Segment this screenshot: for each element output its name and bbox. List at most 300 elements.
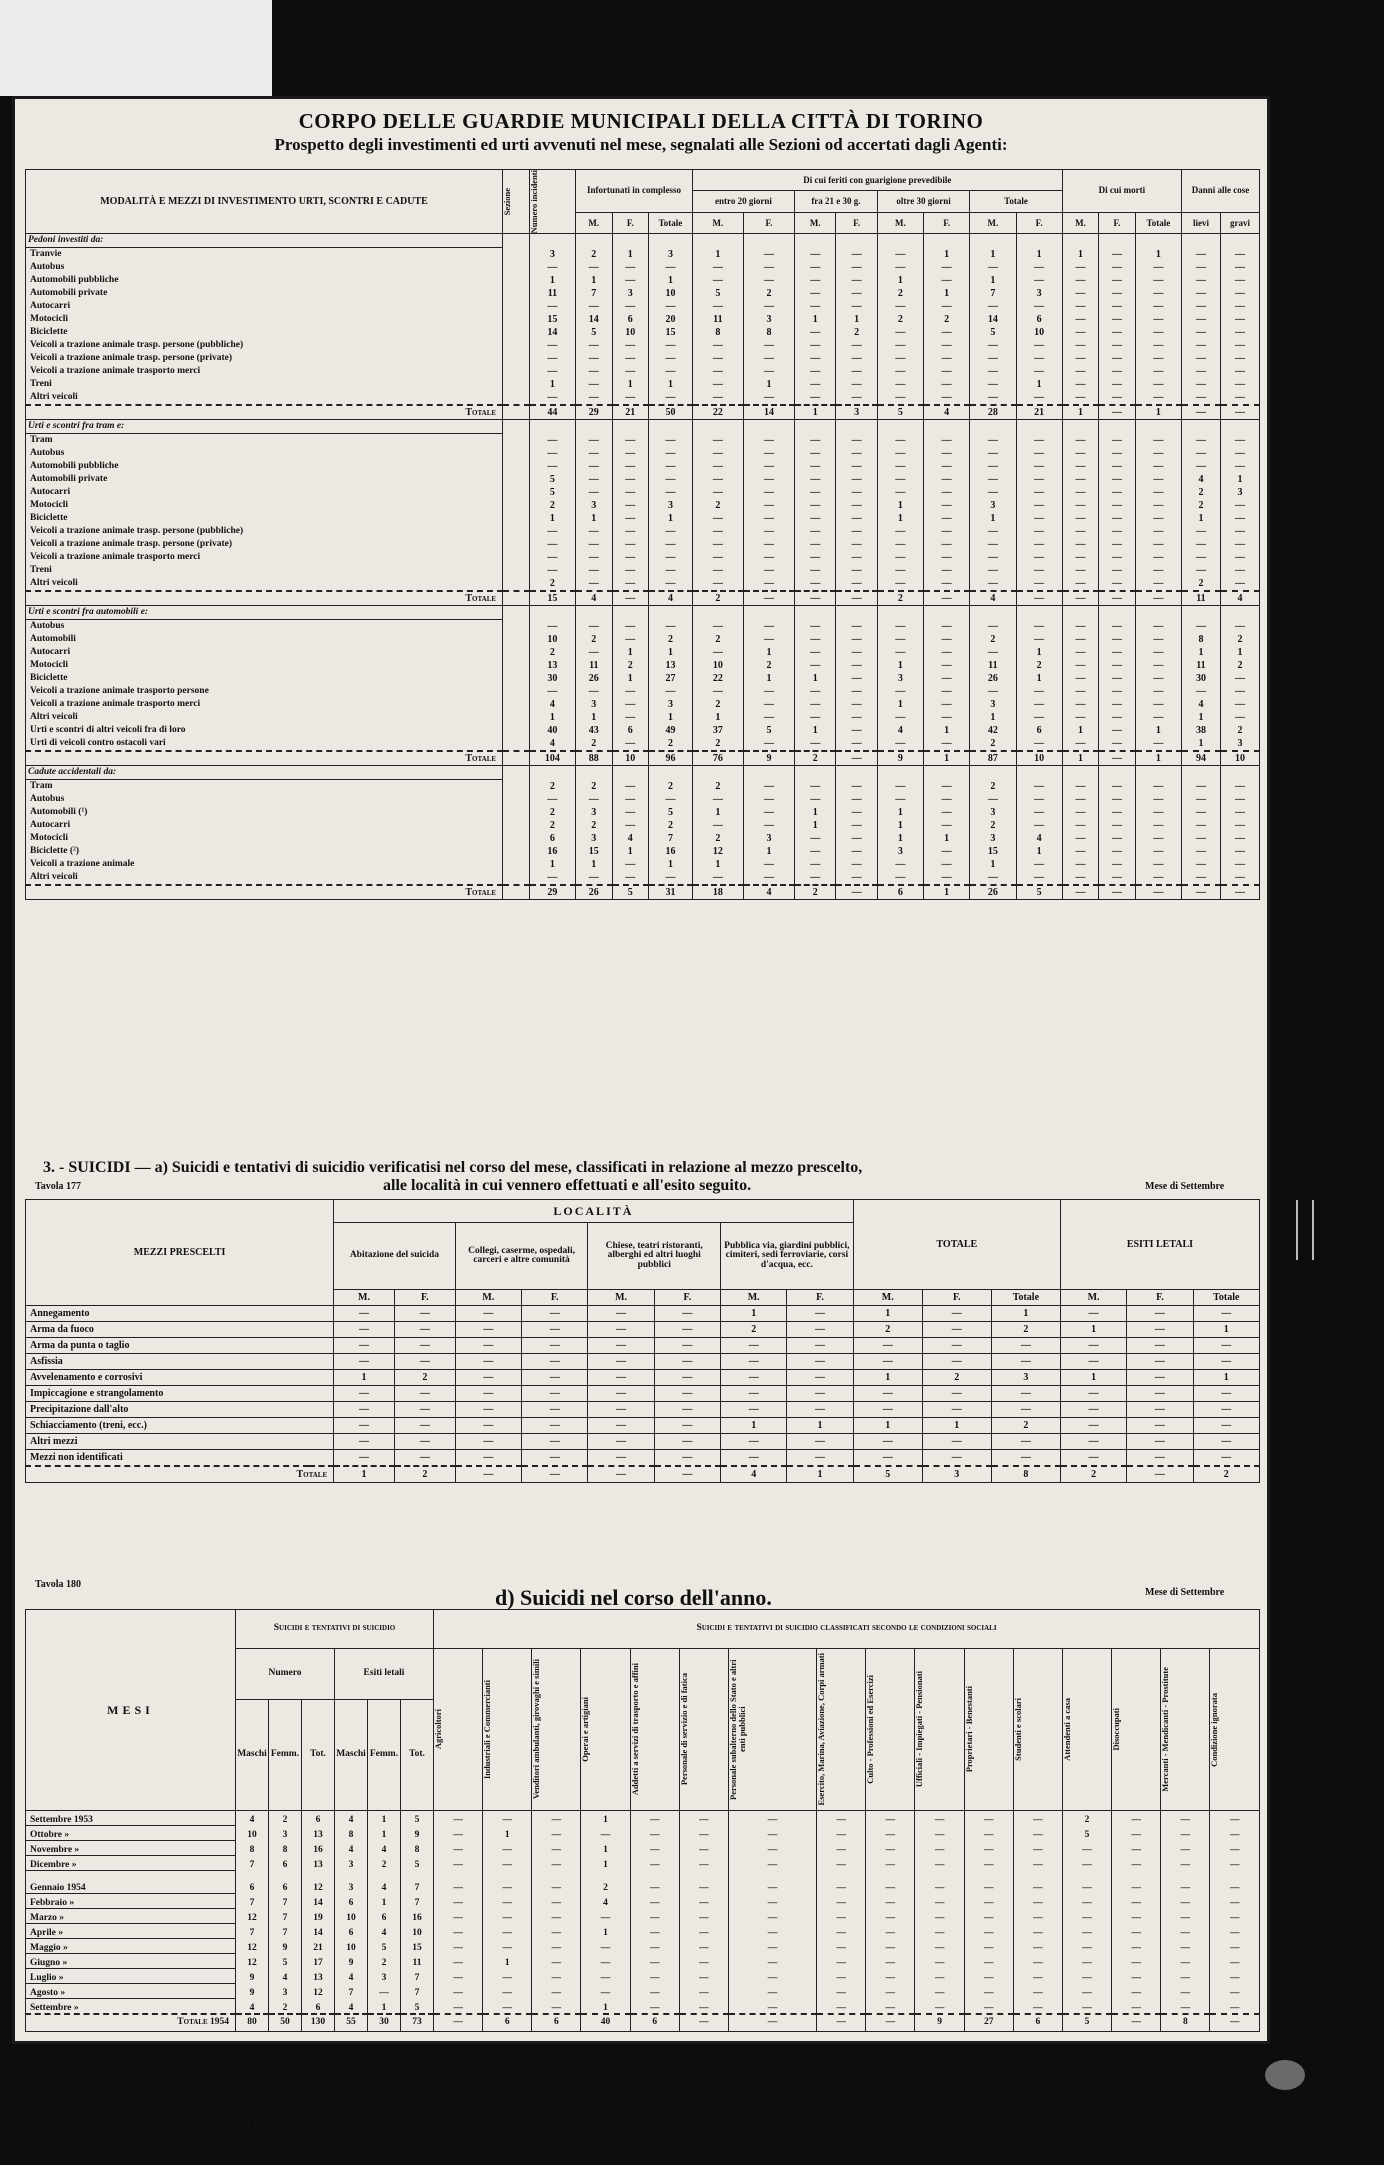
value-cell: —	[795, 832, 836, 845]
value-cell: —	[1099, 832, 1136, 845]
value-cell: 4	[335, 1811, 368, 1826]
value-cell: —	[853, 1402, 922, 1418]
value-cell: 14	[302, 1924, 335, 1939]
total-cell: —	[1181, 405, 1220, 420]
value-cell: —	[866, 1984, 915, 1999]
table-row	[26, 1871, 1260, 1894]
total-cell: 1	[924, 751, 970, 766]
empty-cell	[836, 606, 877, 620]
row-label: Veicoli a trazione animale trasp. persone (pubbliche)	[26, 339, 503, 352]
value-cell: —	[1099, 486, 1136, 499]
value-cell: —	[1135, 871, 1181, 885]
row-label: Gennaio 1954	[26, 1871, 236, 1894]
value-cell: —	[649, 538, 693, 551]
empty-cell	[649, 606, 693, 620]
value-cell: —	[728, 1894, 816, 1909]
value-cell: 1	[991, 1306, 1060, 1322]
value-cell: 5	[401, 1811, 434, 1826]
h-f: F.	[394, 1290, 455, 1306]
value-cell: —	[612, 737, 649, 751]
mese-label-2: Mese di Settembre	[1145, 1587, 1225, 1598]
value-cell: —	[434, 1954, 483, 1969]
value-cell: —	[576, 551, 613, 564]
value-cell: —	[1062, 391, 1099, 405]
value-cell: —	[576, 352, 613, 365]
empty-cell	[877, 766, 923, 780]
value-cell: —	[1135, 486, 1181, 499]
value-cell: 11	[970, 659, 1016, 672]
value-cell: 1	[795, 672, 836, 685]
value-cell: —	[1016, 737, 1062, 751]
total-row	[26, 405, 1260, 420]
value-cell: 13	[649, 659, 693, 672]
value-cell: 15	[649, 326, 693, 339]
value-cell: 1	[970, 274, 1016, 287]
value-cell: 10	[529, 633, 575, 646]
value-cell: —	[1220, 672, 1259, 685]
value-cell: —	[1099, 711, 1136, 724]
value-cell: —	[581, 1826, 630, 1841]
value-cell: —	[1210, 1924, 1260, 1939]
row-label: Motocicli	[26, 499, 503, 512]
value-cell: —	[1013, 1871, 1062, 1894]
total-cell: 2	[795, 751, 836, 766]
suicidi-heading	[43, 1159, 862, 1195]
value-cell: —	[692, 685, 743, 698]
value-cell: —	[924, 447, 970, 460]
value-cell: —	[1127, 1402, 1193, 1418]
scan-light-patch	[0, 0, 272, 96]
value-cell: —	[1220, 698, 1259, 711]
value-cell: —	[434, 1909, 483, 1924]
value-cell: —	[836, 300, 877, 313]
value-cell: —	[529, 871, 575, 885]
value-cell: —	[970, 473, 1016, 486]
value-cell: 42	[970, 724, 1016, 737]
value-cell: 5	[529, 473, 575, 486]
value-cell: —	[1016, 793, 1062, 806]
value-cell: —	[795, 473, 836, 486]
value-cell: 5	[649, 806, 693, 819]
total-row	[26, 1466, 1260, 1483]
total-cell: 6	[630, 2014, 679, 2032]
suicidi-mezzi-table	[25, 1199, 1260, 1483]
value-cell: —	[743, 806, 794, 819]
value-cell: —	[866, 1909, 915, 1924]
value-cell: —	[924, 512, 970, 525]
value-cell: —	[1099, 287, 1136, 300]
tavola-180: Tavola 180	[35, 1579, 82, 1590]
value-cell: —	[1135, 806, 1181, 819]
value-cell: —	[1135, 551, 1181, 564]
value-cell: —	[1060, 1386, 1126, 1402]
value-cell: —	[649, 486, 693, 499]
total-cell: 4	[576, 591, 613, 606]
value-cell: —	[743, 819, 794, 832]
value-cell: 11	[576, 659, 613, 672]
value-cell: —	[1220, 391, 1259, 405]
value-cell: —	[1181, 378, 1220, 391]
value-cell: 1	[924, 287, 970, 300]
value-cell: —	[1016, 698, 1062, 711]
value-cell: 7	[970, 287, 1016, 300]
value-cell: —	[915, 1954, 964, 1969]
value-cell: —	[1210, 1999, 1260, 2015]
total-cell: 1	[924, 885, 970, 900]
value-cell: —	[630, 1924, 679, 1939]
row-label: Automobili pubbliche	[26, 460, 503, 473]
value-cell: —	[1181, 352, 1220, 365]
value-cell: —	[728, 1999, 816, 2015]
value-cell: 4	[335, 1999, 368, 2015]
value-cell: —	[728, 1841, 816, 1856]
value-cell: —	[1062, 261, 1099, 274]
value-cell: —	[1060, 1338, 1126, 1354]
value-cell: —	[334, 1450, 395, 1467]
value-cell: —	[1062, 858, 1099, 871]
value-cell: 1	[649, 711, 693, 724]
value-cell: —	[787, 1370, 853, 1386]
value-cell: —	[964, 1939, 1013, 1954]
h-maschi: Maschi	[335, 1700, 368, 1811]
value-cell: —	[924, 698, 970, 711]
value-cell: 14	[576, 313, 613, 326]
value-cell: 1	[1193, 1322, 1259, 1338]
value-cell: —	[924, 525, 970, 538]
value-cell: —	[743, 486, 794, 499]
value-cell: —	[1099, 685, 1136, 698]
total-cell: —	[522, 1466, 588, 1483]
value-cell: 3	[529, 248, 575, 262]
row-label: Veicoli a trazione animale trasporto merci	[26, 551, 503, 564]
value-cell: —	[483, 1841, 532, 1856]
value-cell: —	[1181, 365, 1220, 378]
table-row	[26, 793, 1260, 806]
value-cell: —	[1135, 313, 1181, 326]
value-cell: —	[1161, 1856, 1210, 1871]
value-cell: —	[581, 1909, 630, 1924]
table-row	[26, 1450, 1260, 1467]
value-cell: —	[649, 352, 693, 365]
value-cell: —	[522, 1434, 588, 1450]
h-m: M.	[1062, 212, 1099, 233]
value-cell: —	[877, 378, 923, 391]
section-row	[26, 234, 1260, 248]
value-cell: —	[795, 685, 836, 698]
value-cell: 2	[922, 1370, 991, 1386]
value-cell: —	[743, 711, 794, 724]
value-cell: —	[795, 434, 836, 448]
col-condizione	[679, 1649, 728, 1811]
value-cell: —	[483, 1984, 532, 1999]
row-label: Veicoli a trazione animale trasp. persone (private)	[26, 352, 503, 365]
value-cell: 1	[1181, 646, 1220, 659]
value-cell: —	[795, 274, 836, 287]
value-cell: —	[1220, 832, 1259, 845]
value-cell: 1	[721, 1306, 787, 1322]
value-cell: 6	[236, 1871, 269, 1894]
value-cell: —	[1099, 313, 1136, 326]
value-cell: —	[1181, 248, 1220, 262]
table-row	[26, 365, 1260, 378]
value-cell: —	[795, 248, 836, 262]
value-cell: —	[692, 793, 743, 806]
value-cell: —	[836, 577, 877, 591]
condizione-label: Mercanti - Mendicanti - Prostitute	[1160, 1667, 1171, 1792]
total-cell: 8	[991, 1466, 1060, 1483]
value-cell: —	[1181, 620, 1220, 634]
document-title: CORPO DELLE GUARDIE MUNICIPALI DELLA CITTÀ DI TORINO	[298, 109, 984, 133]
value-cell: 1	[529, 274, 575, 287]
value-cell: 1	[1016, 646, 1062, 659]
value-cell: 1	[877, 659, 923, 672]
total-cell: 2	[692, 591, 743, 606]
value-cell: —	[1135, 434, 1181, 448]
table-row	[26, 845, 1260, 858]
col-condizione	[964, 1649, 1013, 1811]
value-cell: —	[1220, 512, 1259, 525]
total-cell: 94	[1181, 751, 1220, 766]
value-cell: —	[970, 525, 1016, 538]
sezione-cell	[503, 780, 530, 794]
value-cell: —	[877, 447, 923, 460]
value-cell: —	[924, 499, 970, 512]
h-femm: Femm.	[368, 1700, 401, 1811]
value-cell: —	[728, 1969, 816, 1984]
value-cell: —	[1062, 538, 1099, 551]
value-cell: 1	[970, 248, 1016, 262]
condizione-label: Operai e artigiani	[580, 1697, 591, 1762]
empty-cell	[649, 234, 693, 248]
value-cell: 2	[836, 326, 877, 339]
value-cell: 38	[1181, 724, 1220, 737]
value-cell: —	[970, 339, 1016, 352]
value-cell: —	[612, 274, 649, 287]
total-cell: 8	[1161, 2014, 1210, 2032]
section-row	[26, 766, 1260, 780]
total-cell: 2	[1193, 1466, 1259, 1483]
row-label: Asfissia	[26, 1354, 334, 1370]
value-cell: 12	[236, 1909, 269, 1924]
value-cell: —	[836, 378, 877, 391]
sezione-cell	[503, 378, 530, 391]
value-cell: 1	[1060, 1370, 1126, 1386]
value-cell: —	[1193, 1450, 1259, 1467]
value-cell: —	[1016, 434, 1062, 448]
value-cell: 2	[368, 1856, 401, 1871]
table-row	[26, 326, 1260, 339]
row-label: Autobus	[26, 261, 503, 274]
value-cell: 26	[970, 672, 1016, 685]
table-row	[26, 1402, 1260, 1418]
value-cell: —	[1016, 551, 1062, 564]
total-cell: 29	[529, 885, 575, 900]
value-cell: —	[649, 339, 693, 352]
value-cell: —	[922, 1402, 991, 1418]
value-cell: —	[915, 1826, 964, 1841]
sezione-cell	[503, 698, 530, 711]
value-cell: 3	[743, 832, 794, 845]
total-cell: 1	[795, 405, 836, 420]
empty-cell	[970, 606, 1016, 620]
value-cell: —	[649, 391, 693, 405]
value-cell: —	[728, 1909, 816, 1924]
empty-cell	[612, 420, 649, 434]
value-cell: —	[915, 1841, 964, 1856]
value-cell: —	[991, 1354, 1060, 1370]
value-cell: —	[630, 1984, 679, 1999]
value-cell: —	[1062, 1939, 1111, 1954]
value-cell: 4	[529, 698, 575, 711]
condizione-label: Industriali e Commercianti	[482, 1679, 493, 1779]
total-cell: —	[1062, 885, 1099, 900]
value-cell: —	[836, 339, 877, 352]
value-cell: —	[795, 378, 836, 391]
value-cell: 1	[483, 1826, 532, 1841]
value-cell: —	[836, 352, 877, 365]
value-cell: —	[964, 1871, 1013, 1894]
value-cell: —	[743, 793, 794, 806]
value-cell: —	[1062, 577, 1099, 591]
value-cell: —	[970, 620, 1016, 634]
value-cell: —	[1062, 365, 1099, 378]
value-cell: —	[334, 1354, 395, 1370]
sezione-cell	[503, 819, 530, 832]
empty-cell	[576, 766, 613, 780]
value-cell: —	[588, 1386, 654, 1402]
row-label: Novembre »	[26, 1841, 236, 1856]
value-cell: 3	[649, 248, 693, 262]
table-row	[26, 391, 1260, 405]
value-cell: 1	[877, 832, 923, 845]
total-cell: —	[836, 591, 877, 606]
row-label: Biciclette	[26, 512, 503, 525]
value-cell: 5	[529, 486, 575, 499]
value-cell: —	[915, 1871, 964, 1894]
value-cell: —	[728, 1856, 816, 1871]
empty-cell	[1016, 766, 1062, 780]
value-cell: —	[1193, 1418, 1259, 1434]
value-cell: —	[434, 1999, 483, 2015]
value-cell: —	[394, 1386, 455, 1402]
value-cell: —	[1013, 1856, 1062, 1871]
sezione-cell	[503, 646, 530, 659]
sezione-cell	[503, 672, 530, 685]
value-cell: 10	[236, 1826, 269, 1841]
value-cell: 1	[581, 1841, 630, 1856]
value-cell: 40	[529, 724, 575, 737]
col-condizione	[630, 1649, 679, 1811]
value-cell: —	[1062, 845, 1099, 858]
value-cell: —	[743, 473, 794, 486]
total-cell: —	[866, 2014, 915, 2032]
value-cell: 3	[970, 698, 1016, 711]
value-cell: —	[970, 871, 1016, 885]
value-cell: —	[853, 1386, 922, 1402]
value-cell: —	[877, 577, 923, 591]
value-cell: 1	[368, 1826, 401, 1841]
col-danni: Danni alle cose	[1181, 170, 1259, 213]
col-localita-item: Pubblica via, giardini pubblici, cimiteri, sedi ferroviarie, corsi d'acqua, ecc.	[721, 1223, 854, 1290]
total-row	[26, 751, 1260, 766]
value-cell: —	[612, 352, 649, 365]
value-cell: —	[915, 1811, 964, 1826]
value-cell: —	[795, 300, 836, 313]
sezione-cell	[503, 365, 530, 378]
h-m: M.	[853, 1290, 922, 1306]
total-cell: 26	[576, 885, 613, 900]
value-cell: 4	[368, 1924, 401, 1939]
condizione-label: Esercito, Marina, Aviazione, Corpi armati	[816, 1653, 827, 1806]
value-cell: —	[922, 1434, 991, 1450]
value-cell: 1	[576, 711, 613, 724]
total-cell: 4	[924, 405, 970, 420]
value-cell: —	[612, 793, 649, 806]
value-cell: —	[743, 858, 794, 871]
value-cell: —	[795, 659, 836, 672]
value-cell: —	[1013, 1826, 1062, 1841]
value-cell: —	[434, 1924, 483, 1939]
value-cell: 2	[529, 780, 575, 794]
value-cell: —	[795, 460, 836, 473]
value-cell: —	[630, 1954, 679, 1969]
value-cell: —	[743, 871, 794, 885]
value-cell: —	[1135, 460, 1181, 473]
value-cell: —	[612, 685, 649, 698]
value-cell: 3	[991, 1370, 1060, 1386]
table-row	[26, 300, 1260, 313]
h-lievi: lievi	[1181, 212, 1220, 233]
empty-cell	[529, 234, 575, 248]
total-cell: 87	[970, 751, 1016, 766]
section-row	[26, 420, 1260, 434]
value-cell: —	[1193, 1386, 1259, 1402]
value-cell: —	[1220, 248, 1259, 262]
value-cell: —	[836, 460, 877, 473]
value-cell: —	[1112, 1969, 1161, 1984]
value-cell: —	[522, 1338, 588, 1354]
total-cell: —	[1099, 591, 1136, 606]
col-condizione	[915, 1649, 964, 1811]
empty-cell	[1099, 234, 1136, 248]
value-cell: —	[787, 1386, 853, 1402]
value-cell: —	[1016, 499, 1062, 512]
sezione-cell	[503, 793, 530, 806]
total-cell: 44	[529, 405, 575, 420]
value-cell: —	[877, 486, 923, 499]
value-cell: —	[1062, 711, 1099, 724]
value-cell: —	[1135, 737, 1181, 751]
value-cell: 3	[970, 499, 1016, 512]
value-cell: 4	[581, 1894, 630, 1909]
value-cell: —	[964, 1856, 1013, 1871]
value-cell: 1	[649, 512, 693, 525]
value-cell: 20	[649, 313, 693, 326]
value-cell: —	[1099, 339, 1136, 352]
empty-cell	[1016, 420, 1062, 434]
value-cell: —	[394, 1306, 455, 1322]
value-cell: —	[836, 832, 877, 845]
sezione-cell	[503, 460, 530, 473]
empty-cell	[1181, 766, 1220, 780]
value-cell: 6	[529, 832, 575, 845]
total-cell: 5	[877, 405, 923, 420]
value-cell: —	[394, 1338, 455, 1354]
value-cell: —	[1127, 1434, 1193, 1450]
value-cell: —	[836, 486, 877, 499]
value-cell: —	[1112, 1871, 1161, 1894]
value-cell: —	[576, 460, 613, 473]
